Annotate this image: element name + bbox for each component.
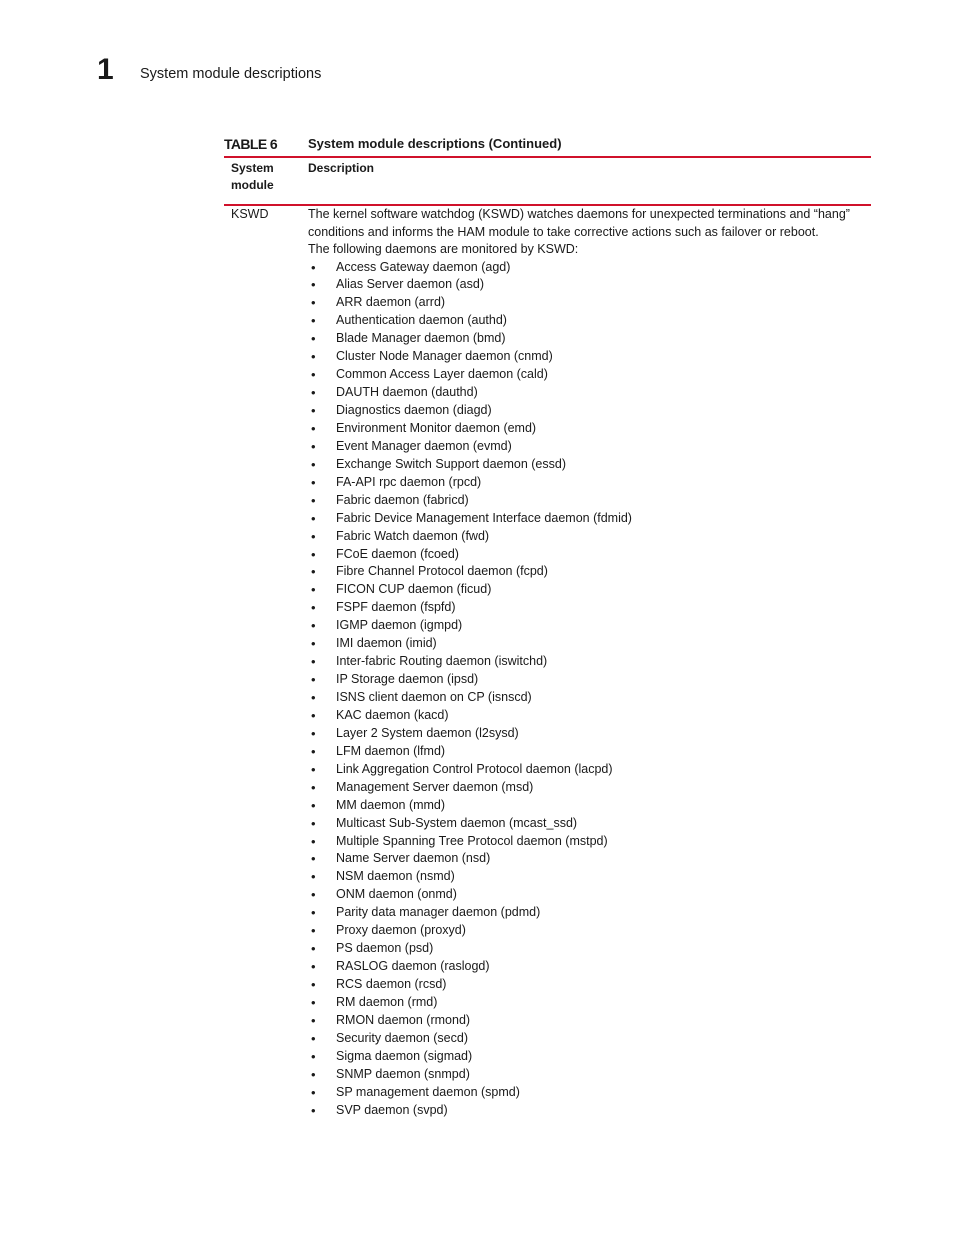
daemon-label: Sigma daemon (sigmad) (336, 1048, 473, 1063)
daemon-label: DAUTH daemon (dauthd) (336, 385, 478, 400)
list-item (308, 671, 871, 689)
list-item (308, 833, 871, 851)
daemon-label: IP Storage daemon (ipsd) (336, 672, 479, 687)
daemon-label: Environment Monitor daemon (emd) (336, 420, 537, 435)
bullet-icon: • (311, 420, 316, 436)
bullet-icon: • (311, 851, 316, 867)
list-item (308, 599, 871, 617)
bullet-icon: • (311, 1048, 316, 1064)
daemon-label: RCS daemon (rcsd) (336, 977, 447, 991)
daemon-label: Inter-fabric Routing daemon (iswitchd) (336, 654, 548, 669)
bullet-icon: • (311, 618, 316, 634)
list-item (308, 904, 871, 922)
bullet-icon: • (311, 869, 316, 885)
list-item (308, 976, 871, 994)
bullet-icon: • (311, 349, 316, 365)
daemon-label: LFM daemon (lfmd) (336, 743, 446, 758)
list-item (308, 366, 871, 384)
bullet-icon: • (311, 887, 316, 903)
daemon-label: NSM daemon (nsmd) (336, 869, 455, 884)
bullet-icon: • (311, 636, 316, 652)
description-intro: The following daemons are monitored by KSWD: (308, 242, 579, 256)
daemon-label: Name Server daemon (nsd) (336, 851, 491, 866)
list-item (308, 581, 871, 599)
daemon-label: Link Aggregation Control Protocol daemon (lacpd) (336, 761, 613, 776)
list-item (308, 940, 871, 958)
daemon-label: Fibre Channel Protocol daemon (fcpd) (336, 564, 548, 579)
bullet-icon: • (311, 923, 316, 939)
bullet-icon: • (311, 761, 316, 777)
daemon-label: SP management daemon (spmd) (336, 1084, 520, 1099)
bullet-icon: • (311, 941, 316, 957)
daemon-label: SNMP daemon (snmpd) (336, 1066, 470, 1081)
list-item (308, 456, 871, 474)
daemon-label: Layer 2 System daemon (l2sysd) (336, 725, 519, 740)
bullet-icon: • (311, 797, 316, 813)
daemon-label: Parity data manager daemon (pdmd) (336, 905, 541, 920)
daemon-label: Management Server daemon (msd) (336, 779, 534, 794)
list-item (308, 635, 871, 653)
list-item (308, 779, 871, 797)
daemon-label: IGMP daemon (igmpd) (336, 618, 463, 633)
daemon-label: RASLOG daemon (raslogd) (336, 959, 490, 974)
list-item (308, 994, 871, 1012)
list-item (308, 922, 871, 940)
bullet-icon: • (311, 1102, 316, 1118)
bullet-icon: • (311, 707, 316, 723)
list-item (308, 1012, 871, 1030)
bullet-icon: • (311, 438, 316, 454)
list-item (308, 725, 871, 743)
bullet-icon: • (311, 725, 316, 741)
table-title: System module descriptions (Continued) (308, 136, 562, 151)
list-item (308, 850, 871, 868)
list-item (308, 259, 871, 277)
chapter-number: 1 (97, 53, 114, 86)
bullet-icon: • (311, 331, 316, 347)
daemon-label: Fabric Device Management Interface daemon (fdmid) (336, 510, 632, 525)
list-item (308, 653, 871, 671)
daemon-label: MM daemon (mmd) (336, 797, 446, 812)
bullet-icon: • (311, 1012, 316, 1028)
list-item (308, 510, 871, 528)
bullet-icon: • (311, 403, 316, 418)
list-item (308, 689, 871, 707)
daemon-label: IMI daemon (imid) (336, 636, 437, 651)
bullet-icon: • (311, 743, 316, 759)
list-item (308, 312, 871, 330)
daemon-label: FICON CUP daemon (ficud) (336, 582, 492, 597)
daemon-label: Multicast Sub-System daemon (mcast_ssd) (336, 815, 578, 830)
description-cell (308, 206, 871, 1120)
list-item (308, 546, 871, 564)
list-item (308, 886, 871, 904)
daemon-label: Alias Server daemon (asd) (336, 277, 484, 292)
bullet-icon: • (311, 277, 316, 293)
list-item (308, 330, 871, 348)
bullet-icon: • (311, 779, 316, 795)
daemon-label: PS daemon (psd) (336, 941, 434, 956)
daemon-label: ONM daemon (onmd) (336, 887, 457, 902)
list-item (308, 563, 871, 581)
bullet-icon: • (311, 1030, 316, 1046)
bullet-icon: • (311, 672, 316, 688)
table-caption (224, 135, 871, 153)
bullet-icon: • (311, 546, 316, 562)
daemon-list (308, 259, 871, 1120)
daemon-label: FA-API rpc daemon (rpcd) (336, 474, 482, 489)
description-paragraph: The kernel software watchdog (KSWD) watches daemons for unexpected terminations and “hang” conditions and informs the HAM module to take corrective actions such as failover or reboot. (308, 207, 850, 239)
bullet-icon: • (311, 510, 316, 526)
daemon-label: FCoE daemon (fcoed) (336, 546, 459, 561)
daemon-label: ARR daemon (arrd) (336, 295, 446, 310)
module-cell: KSWD (231, 207, 269, 221)
column-header-system-module: System module (231, 161, 274, 192)
daemon-label: KAC daemon (kacd) (336, 707, 449, 722)
list-item (308, 528, 871, 546)
daemon-label: ISNS client daemon on CP (isnscd) (336, 690, 532, 704)
bullet-icon: • (311, 994, 316, 1010)
daemon-label: Security daemon (secd) (336, 1030, 469, 1045)
bullet-icon: • (311, 295, 316, 311)
list-item (308, 402, 871, 420)
bullet-icon: • (311, 492, 316, 508)
list-item (308, 1084, 871, 1102)
list-item (308, 761, 871, 779)
bullet-icon: • (311, 564, 316, 580)
bullet-icon: • (311, 528, 316, 544)
bullet-icon: • (311, 905, 316, 921)
bullet-icon: • (311, 313, 316, 329)
bullet-icon: • (311, 385, 316, 401)
list-item (308, 492, 871, 510)
running-title: System module descriptions (140, 66, 322, 82)
bullet-icon: • (311, 259, 316, 275)
list-item (308, 438, 871, 456)
daemon-label: Cluster Node Manager daemon (cnmd) (336, 349, 553, 364)
daemon-label: FSPF daemon (fspfd) (336, 600, 456, 615)
daemon-label: RM daemon (rmd) (336, 994, 438, 1009)
column-header-description: Description (308, 161, 375, 175)
list-item (308, 815, 871, 833)
list-item (308, 1102, 871, 1120)
list-item (308, 384, 871, 402)
list-item (308, 868, 871, 886)
daemon-label: Authentication daemon (authd) (336, 313, 507, 328)
daemon-label: Proxy daemon (proxyd) (336, 923, 466, 938)
list-item (308, 1066, 871, 1084)
bullet-icon: • (311, 1084, 316, 1100)
daemon-label: Multiple Spanning Tree Protocol daemon (mstpd) (336, 833, 608, 848)
daemon-label: Event Manager daemon (evmd) (336, 438, 512, 453)
list-item (308, 348, 871, 366)
daemon-label: Common Access Layer daemon (cald) (336, 367, 548, 382)
daemon-label: Fabric daemon (fabricd) (336, 492, 469, 507)
bullet-icon: • (311, 456, 316, 472)
list-item (308, 420, 871, 438)
bullet-icon: • (311, 600, 316, 616)
list-item (308, 1030, 871, 1048)
list-item (308, 797, 871, 815)
daemon-label: Fabric Watch daemon (fwd) (336, 528, 490, 543)
bullet-icon: • (311, 582, 316, 598)
daemon-label: Access Gateway daemon (agd) (336, 259, 511, 274)
table-top-rule (224, 156, 871, 158)
bullet-icon: • (311, 654, 316, 670)
list-item (308, 743, 871, 761)
table-label: TABLE 6 (224, 136, 278, 152)
daemon-label: Diagnostics daemon (diagd) (336, 403, 492, 417)
bullet-icon: • (311, 1066, 316, 1082)
bullet-icon: • (311, 833, 316, 849)
list-item (308, 958, 871, 976)
bullet-icon: • (311, 690, 316, 705)
daemon-label: Blade Manager daemon (bmd) (336, 331, 506, 346)
bullet-icon: • (311, 367, 316, 383)
list-item (308, 294, 871, 312)
daemon-label: RMON daemon (rmond) (336, 1012, 471, 1027)
bullet-icon: • (311, 815, 316, 831)
bullet-icon: • (311, 977, 316, 992)
list-item (308, 276, 871, 294)
daemon-label: Exchange Switch Support daemon (essd) (336, 456, 566, 471)
bullet-icon: • (311, 959, 316, 975)
list-item (308, 474, 871, 492)
list-item (308, 617, 871, 635)
list-item (308, 1048, 871, 1066)
bullet-icon: • (311, 474, 316, 490)
list-item (308, 707, 871, 725)
daemon-label: SVP daemon (svpd) (336, 1102, 448, 1117)
